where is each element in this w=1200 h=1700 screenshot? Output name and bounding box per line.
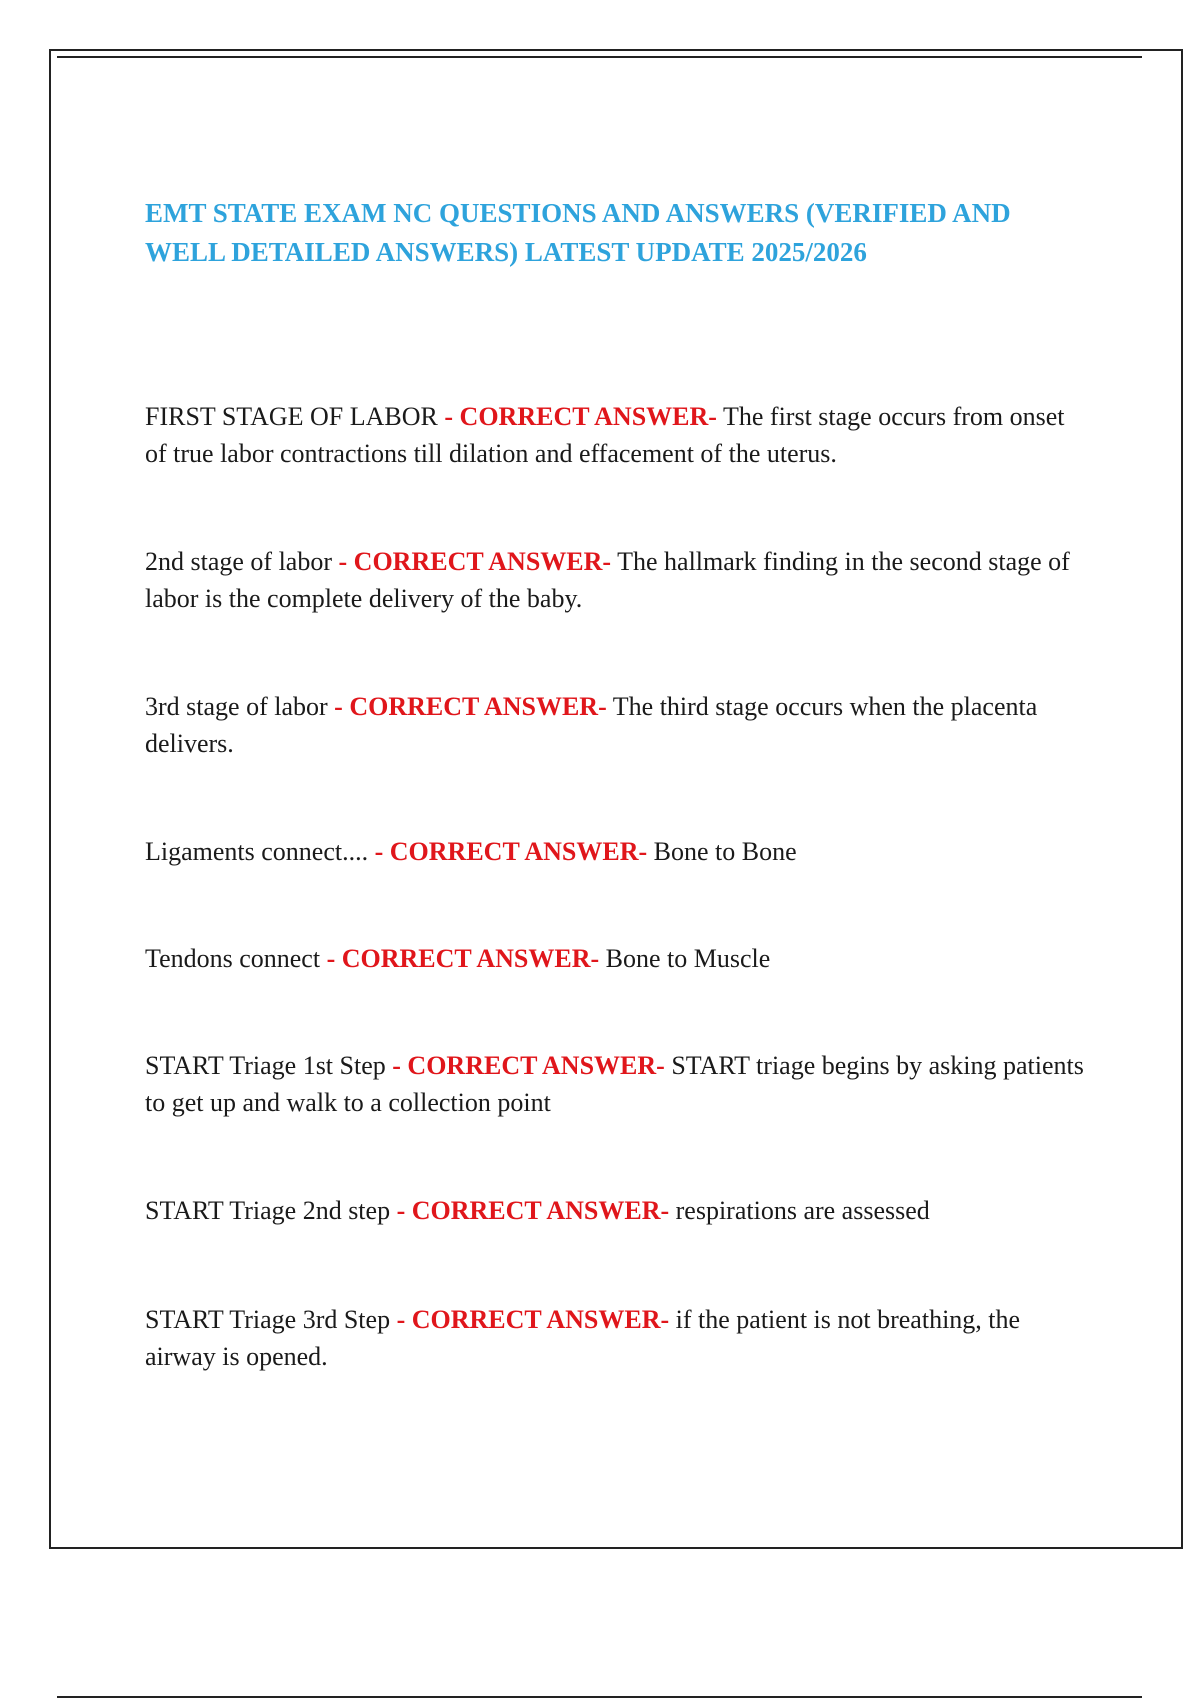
- qa-item: [145, 940, 1085, 977]
- qa-item: [145, 1192, 1085, 1229]
- answer-text: Bone to Bone: [653, 837, 797, 866]
- qa-item: [145, 688, 1085, 762]
- qa-item: [145, 833, 1085, 870]
- correct-answer-separator: - CORRECT ANSWER-: [374, 837, 648, 866]
- qa-item: [145, 398, 1085, 472]
- correct-answer-separator: - CORRECT ANSWER-: [338, 547, 612, 576]
- correct-answer-separator: - CORRECT ANSWER-: [444, 402, 717, 431]
- qa-item: [145, 1301, 1085, 1375]
- correct-answer-separator: - CORRECT ANSWER-: [396, 1196, 670, 1225]
- bottom-rule: [57, 1696, 1142, 1698]
- answer-text: Bone to Muscle: [605, 944, 771, 973]
- question-text: 2nd stage of labor: [145, 547, 333, 576]
- qa-item: [145, 1047, 1085, 1121]
- question-text: Tendons connect: [145, 944, 321, 973]
- question-text: START Triage 1st Step: [145, 1051, 386, 1080]
- document-title: EMT STATE EXAM NC QUESTIONS AND ANSWERS (VERIFIED AND WELL DETAILED ANSWERS) LATEST UPDATE 2025/2026: [145, 198, 1011, 267]
- answer-text: START triage begins by asking patients to get up and walk to a collection point: [145, 1051, 1084, 1117]
- answer-text: The third stage occurs when the placenta delivers.: [145, 692, 1038, 758]
- question-text: START Triage 2nd step: [145, 1196, 391, 1225]
- answer-text: respirations are assessed: [675, 1196, 930, 1225]
- question-text: Ligaments connect....: [145, 837, 369, 866]
- qa-item: [145, 543, 1085, 617]
- correct-answer-separator: - CORRECT ANSWER-: [392, 1051, 665, 1080]
- question-text: START Triage 3rd Step: [145, 1305, 391, 1334]
- answer-text: if the patient is not breathing, the airway is opened.: [145, 1305, 1021, 1371]
- answer-text: The hallmark finding in the second stage of labor is the complete delivery of the baby.: [145, 547, 1070, 613]
- correct-answer-separator: - CORRECT ANSWER-: [396, 1305, 670, 1334]
- top-rule: [57, 56, 1142, 58]
- answer-text: The first stage occurs from onset of true labor contractions till dilation and effacement of the uterus.: [145, 402, 1065, 468]
- question-text: 3rd stage of labor: [145, 692, 328, 721]
- question-text: FIRST STAGE OF LABOR: [145, 402, 438, 431]
- correct-answer-separator: - CORRECT ANSWER-: [334, 692, 607, 721]
- correct-answer-separator: - CORRECT ANSWER-: [326, 944, 600, 973]
